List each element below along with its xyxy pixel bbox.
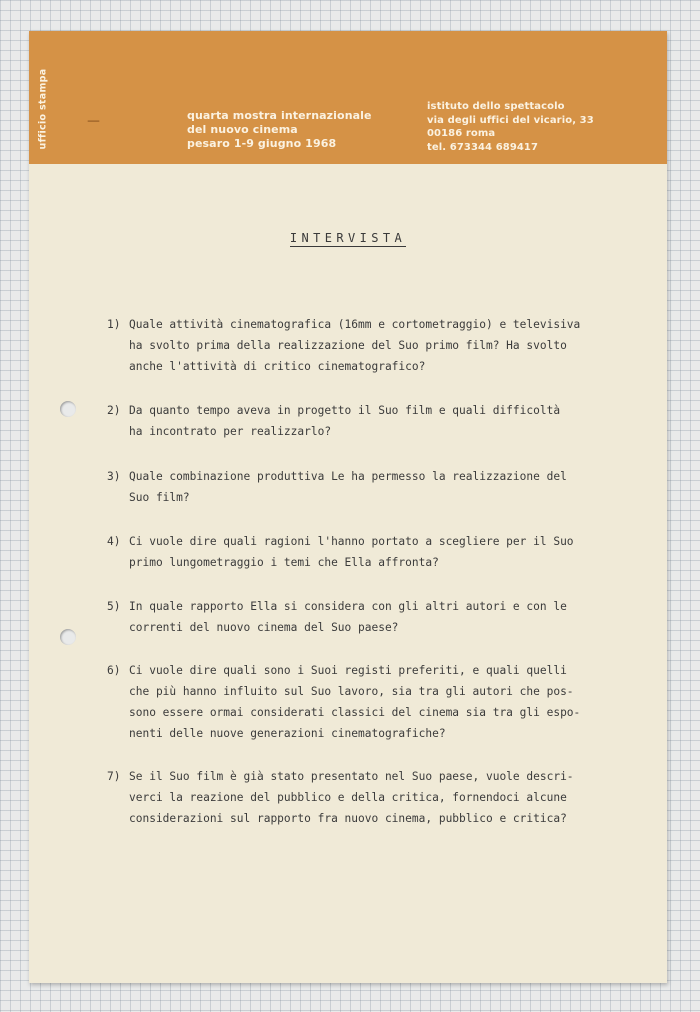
margin-dash-mark: — [87, 114, 100, 129]
question-item [107, 766, 574, 829]
document-title [29, 231, 667, 245]
question-line: ha incontrato per realizzarlo? [129, 425, 332, 438]
festival-dates: pesaro 1-9 giugno 1968 [187, 137, 337, 150]
question-number: 3) [107, 470, 121, 483]
question-line: Da quanto tempo aveva in progetto il Suo film e quali difficoltà [129, 404, 561, 417]
question-number: 6) [107, 664, 121, 677]
document-title-text: INTERVISTA [289, 231, 407, 245]
question-line: primo lungometraggio i temi che Ella affronta? [129, 556, 439, 569]
letterhead-band [29, 31, 667, 164]
question-number: 1) [107, 318, 121, 331]
question-line: In quale rapporto Ella si considera con gli altri autori e con le [129, 600, 567, 613]
question-line: che più hanno influito sul Suo lavoro, sia tra gli autori che pos- [129, 685, 574, 698]
question-line: anche l'attività di critico cinematografico? [129, 360, 426, 373]
question-item [107, 400, 560, 442]
question-line: ha svolto prima della realizzazione del Suo primo film? Ha svolto [129, 339, 567, 352]
question-text [129, 766, 574, 829]
question-line: correnti del nuovo cinema del Suo paese? [129, 621, 399, 634]
question-line: Suo film? [129, 491, 190, 504]
question-item [107, 660, 580, 744]
punch-hole [60, 401, 76, 417]
document-sheet [29, 31, 667, 983]
question-line: Ci vuole dire quali sono i Suoi registi preferiti, e quali quelli [129, 664, 567, 677]
question-text [129, 660, 580, 744]
institute-phone: tel. 673344 689417 [427, 141, 539, 153]
question-line: Quale combinazione produttiva Le ha permesso la realizzazione del [129, 470, 567, 483]
question-number: 2) [107, 404, 121, 417]
question-line: verci la reazione del pubblico e della critica, fornendoci alcune [129, 791, 567, 804]
question-item [107, 531, 574, 573]
question-line: nenti delle nuove generazioni cinematografiche? [129, 727, 446, 740]
question-text [129, 400, 560, 442]
question-text [129, 531, 574, 573]
question-line: sono essere ormai considerati classici del cinema sia tra gli espo- [129, 706, 581, 719]
question-item [107, 314, 580, 377]
institute-name: istituto dello spettacolo [427, 101, 565, 112]
press-office-label [36, 59, 50, 159]
question-text [129, 466, 567, 508]
question-line: Quale attività cinematografica (16mm e cortometraggio) e televisiva [129, 318, 581, 331]
festival-info [187, 109, 372, 151]
question-line: considerazioni sul rapporto fra nuovo cinema, pubblico e critica? [129, 812, 567, 825]
question-item [107, 466, 567, 508]
question-text [129, 314, 580, 377]
question-number: 7) [107, 770, 121, 783]
question-number: 5) [107, 600, 121, 613]
question-item [107, 596, 567, 638]
question-line: Ci vuole dire quali ragioni l'hanno portato a scegliere per il Suo [129, 535, 574, 548]
press-office-text: ufficio stampa [37, 68, 49, 150]
institute-address [427, 100, 594, 154]
institute-street: via degli uffici del vicario, 33 [427, 114, 594, 126]
question-number: 4) [107, 535, 121, 548]
institute-city: 00186 roma [427, 128, 496, 139]
question-line: Se il Suo film è già stato presentato nel Suo paese, vuole descri- [129, 770, 574, 783]
festival-line: quarta mostra internazionale [187, 109, 372, 122]
question-text [129, 596, 567, 638]
punch-hole [60, 629, 76, 645]
festival-line: del nuovo cinema [187, 123, 298, 136]
